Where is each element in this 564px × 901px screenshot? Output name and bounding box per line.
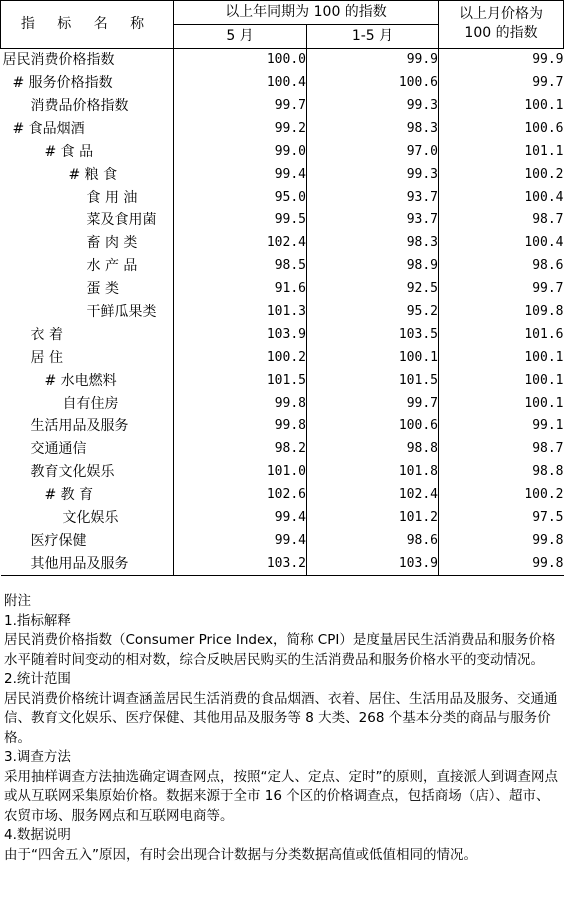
- row-name: 交通通信: [1, 438, 174, 461]
- table-row: [1, 507, 564, 530]
- note-3-title: 3.调查方法: [4, 749, 71, 765]
- row-mom-value: 99.7: [532, 75, 564, 91]
- row-name: 文化娱乐: [1, 507, 174, 530]
- header-row-1: [1, 1, 564, 25]
- row-ytd-value: 101.2: [307, 507, 439, 530]
- row-mom-value: 98.8: [532, 464, 564, 480]
- row-ytd-value: 102.4: [307, 484, 439, 507]
- row-ytd-value: 100.6: [307, 415, 439, 438]
- row-name: 自有住房: [1, 392, 174, 415]
- table-row: [1, 461, 564, 484]
- row-name: 水 产 品: [1, 255, 174, 278]
- table-row: [1, 232, 564, 255]
- table-row: [1, 346, 564, 369]
- row-month-value: 100.2: [174, 346, 307, 369]
- table-row: [1, 392, 564, 415]
- header-ytd: 1-5 月: [307, 24, 439, 48]
- table-row: [1, 140, 564, 163]
- row-ytd-value: 98.8: [307, 438, 439, 461]
- table-row: [1, 552, 564, 575]
- row-name: 居民消费价格指数: [1, 48, 174, 71]
- table-row: [1, 72, 564, 95]
- row-month-value: 99.0: [174, 140, 307, 163]
- row-mom-value: 99.7: [532, 281, 564, 297]
- notes-heading: 附注: [4, 593, 31, 609]
- row-month-value: 99.4: [174, 163, 307, 186]
- row-month-value: 102.4: [174, 232, 307, 255]
- row-mom-value: 99.1: [532, 418, 564, 434]
- row-name: 居 住: [1, 346, 174, 369]
- row-ytd-value: 100.1: [307, 346, 439, 369]
- header-mom: [439, 1, 564, 49]
- row-ytd-value: 99.3: [307, 163, 439, 186]
- row-mom-value: 100.4: [524, 235, 564, 251]
- row-month-value: 101.5: [174, 369, 307, 392]
- row-name: 干鲜瓜果类: [1, 301, 174, 324]
- row-month-value: 95.0: [174, 186, 307, 209]
- row-name: 蛋 类: [1, 278, 174, 301]
- table-row: [1, 415, 564, 438]
- row-ytd-value: 99.9: [307, 48, 439, 71]
- table-row: [1, 484, 564, 507]
- header-mom-line1: 以上月价格为: [459, 6, 543, 23]
- row-mom-value: 98.7: [532, 441, 564, 457]
- row-ytd-value: 101.5: [307, 369, 439, 392]
- row-name: # 教 育: [1, 484, 174, 507]
- row-name: 衣 着: [1, 323, 174, 346]
- row-ytd-value: 99.7: [307, 392, 439, 415]
- row-name: # 服务价格指数: [1, 72, 174, 95]
- row-month-value: 98.2: [174, 438, 307, 461]
- row-name: 其他用品及服务: [1, 552, 174, 575]
- note-2-text: 居民消费价格统计调查涵盖居民生活消费的食品烟酒、衣着、居住、生活用品及服务、交通通信、教育文化娱乐、医疗保健、其他用品及服务等 8 大类、268 个基本分类的商品与服务价格。: [4, 690, 558, 746]
- row-month-value: 100.4: [174, 72, 307, 95]
- row-ytd-value: 97.0: [307, 140, 439, 163]
- table-row: [1, 163, 564, 186]
- row-ytd-value: 98.3: [307, 117, 439, 140]
- row-name: # 食 品: [1, 140, 174, 163]
- row-ytd-value: 98.9: [307, 255, 439, 278]
- row-ytd-value: 98.6: [307, 529, 439, 552]
- row-ytd-value: 98.3: [307, 232, 439, 255]
- table-row: [1, 48, 564, 71]
- row-ytd-value: 93.7: [307, 186, 439, 209]
- row-month-value: 99.8: [174, 392, 307, 415]
- row-month-value: 99.4: [174, 529, 307, 552]
- note-2-title: 2.统计范围: [4, 671, 71, 687]
- row-ytd-value: 93.7: [307, 209, 439, 232]
- header-mom-line2: 100 的指数: [464, 25, 538, 42]
- row-name: 生活用品及服务: [1, 415, 174, 438]
- table-row: [1, 438, 564, 461]
- row-month-value: 102.6: [174, 484, 307, 507]
- row-mom-value: 99.9: [532, 52, 564, 68]
- row-ytd-value: 95.2: [307, 301, 439, 324]
- row-name: 教育文化娱乐: [1, 461, 174, 484]
- row-mom-value: 100.1: [524, 372, 564, 388]
- row-mom-value: 100.1: [524, 395, 564, 411]
- row-mom-value: 101.1: [524, 143, 564, 159]
- table-row: [1, 301, 564, 324]
- row-month-value: 103.9: [174, 323, 307, 346]
- row-mom-value: 98.6: [532, 258, 564, 274]
- table-row: [1, 95, 564, 118]
- header-indicator-name: 指 标 名 称: [1, 1, 174, 49]
- row-mom-value: 100.6: [524, 120, 564, 136]
- header-month: 5 月: [174, 24, 307, 48]
- note-3-text: 采用抽样调查方法抽选确定调查网点，按照“定人、定点、定时”的原则，直接派人到调查网点或从互联网采集原始价格。数据来源于全市 16 个区的价格调查点，包括商场（店）、超市、农贸市场、服务网点和互联网电商等。: [4, 768, 558, 824]
- row-month-value: 101.0: [174, 461, 307, 484]
- row-name: 畜 肉 类: [1, 232, 174, 255]
- row-month-value: 103.2: [174, 552, 307, 575]
- header-yoy-group: 以上年同期为 100 的指数: [174, 1, 439, 25]
- row-month-value: 98.5: [174, 255, 307, 278]
- row-month-value: 99.2: [174, 117, 307, 140]
- table-row: [1, 186, 564, 209]
- row-name: 食 用 油: [1, 186, 174, 209]
- row-month-value: 91.6: [174, 278, 307, 301]
- row-name: 菜及食用菌: [1, 209, 174, 232]
- row-name: 医疗保健: [1, 529, 174, 552]
- row-month-value: 99.4: [174, 507, 307, 530]
- row-mom-value: 109.8: [524, 304, 564, 320]
- note-1-title: 1.指标解释: [4, 612, 71, 629]
- row-mom-value: 100.2: [524, 487, 564, 503]
- row-name: 消费品价格指数: [1, 95, 174, 118]
- row-month-value: 99.8: [174, 415, 307, 438]
- row-month-value: 101.3: [174, 301, 307, 324]
- note-1-text: 居民消费价格指数（Consumer Price Index，简称 CPI）是度量居民生活消费品和服务价格水平随着时间变动的相对数，综合反映居民购买的生活消费品和服务价格水平的变动情况。: [4, 632, 556, 668]
- note-4-text: 由于“四舍五入”原因，有时会出现合计数据与分类数据高值或低值相同的情况。: [4, 846, 477, 863]
- table-row: [1, 255, 564, 278]
- row-ytd-value: 92.5: [307, 278, 439, 301]
- row-ytd-value: 99.3: [307, 95, 439, 118]
- table-row: [1, 323, 564, 346]
- table-row: [1, 278, 564, 301]
- row-mom-value: 97.5: [532, 510, 564, 526]
- row-ytd-value: 103.9: [307, 552, 439, 575]
- table-row: [1, 117, 564, 140]
- row-ytd-value: 100.6: [307, 72, 439, 95]
- row-name: # 粮 食: [1, 163, 174, 186]
- row-mom-value: 100.1: [524, 349, 564, 365]
- table-row: [1, 369, 564, 392]
- row-ytd-value: 103.5: [307, 323, 439, 346]
- row-name: # 水电燃料: [1, 369, 174, 392]
- row-mom-value: 100.1: [524, 98, 564, 113]
- row-month-value: 100.0: [174, 48, 307, 71]
- row-mom-value: 100.4: [524, 189, 564, 205]
- notes-section: [4, 592, 560, 865]
- row-mom-value: 98.7: [532, 212, 564, 228]
- table-row: [1, 529, 564, 552]
- note-4-title: 4.数据说明: [4, 827, 71, 843]
- row-mom-value: 99.8: [532, 532, 564, 548]
- row-name: # 食品烟酒: [1, 117, 174, 140]
- row-mom-value: 100.2: [524, 166, 564, 182]
- table-row: [1, 209, 564, 232]
- row-month-value: 99.7: [174, 95, 307, 118]
- row-mom-value: 99.8: [439, 552, 564, 575]
- row-mom-value: 101.6: [524, 326, 564, 342]
- row-month-value: 99.5: [174, 209, 307, 232]
- row-ytd-value: 101.8: [307, 461, 439, 484]
